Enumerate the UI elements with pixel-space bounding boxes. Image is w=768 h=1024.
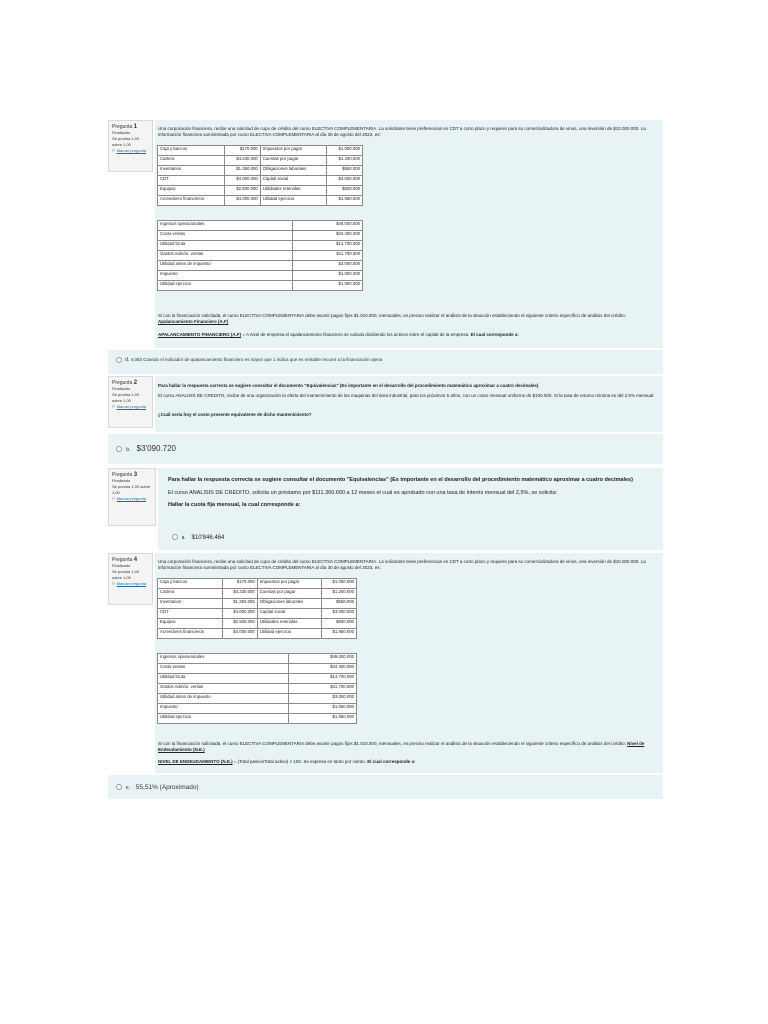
answer-text: $10'846.464: [191, 535, 225, 541]
table-row: [158, 196, 363, 206]
table-cell: Acreedores financieros: [158, 196, 225, 206]
answer-letter: e.: [125, 785, 130, 791]
table-cell: Cartera: [158, 156, 225, 166]
definition-label: NIVEL DE ENDEUDAMIENTO (N.E.): [158, 759, 233, 764]
table-cell: $11.700.000: [288, 684, 356, 694]
table-cell: Acreedores financieros: [158, 629, 223, 639]
question-3-content: [158, 468, 663, 550]
table-row: [158, 281, 363, 291]
question-label: Pregunta: [112, 124, 133, 130]
question-2-answer: [108, 434, 663, 464]
answer-text: 55,51% (Aproximado): [135, 784, 199, 791]
table-cell: $3.000.000: [321, 609, 356, 619]
table-cell: $1.950.000: [292, 281, 362, 291]
table-cell: $14.700.000: [288, 674, 356, 684]
question-1-definition: [158, 332, 658, 338]
table-cell: $1.050.000: [288, 704, 356, 714]
question-3-ask: Hallar la cuota fija mensual, la cual corresponde a:: [168, 502, 301, 508]
table-cell: $170.000: [222, 579, 257, 589]
table-row: [158, 694, 357, 704]
question-4-content: [155, 553, 663, 773]
question-number: 4: [133, 557, 138, 563]
question-ask: El cual corresponde a:: [470, 332, 519, 337]
table-cell: CDT: [158, 176, 225, 186]
table-cell: $11.700.000: [292, 251, 362, 261]
table-cell: $3.000.000: [326, 176, 362, 186]
table-cell: $2.500.000: [224, 186, 260, 196]
table-cell: $1.950.000: [321, 629, 356, 639]
table-cell: Gastos Admón. ventas: [158, 251, 293, 261]
question-4-answer: [108, 775, 663, 799]
question-label: Pregunta: [112, 380, 133, 386]
definition-text: = (Total pasivo/Total activo) × 100. Se expresa en tanto por ciento.: [233, 759, 366, 764]
table-cell: Impuestos por pagar: [260, 146, 326, 156]
table-cell: Utilidad ejercicio: [158, 281, 293, 291]
question-1-answer: [108, 350, 663, 374]
table-cell: $4.000.000: [224, 176, 260, 186]
table-cell: $170.000: [224, 146, 260, 156]
table-cell: $1.200.000: [326, 156, 362, 166]
table-cell: $1.350.000: [222, 599, 257, 609]
income-table-q1: [157, 220, 363, 291]
table-cell: $1.950.000: [288, 714, 356, 724]
flag-icon: ⚐: [112, 581, 116, 586]
table-cell: Utilidad bruta: [158, 674, 289, 684]
table-cell: $1.050.000: [292, 271, 362, 281]
table-row: [158, 261, 363, 271]
answer-radio[interactable]: [172, 534, 178, 540]
table-row: [158, 156, 363, 166]
table-cell: Inventarios: [158, 166, 225, 176]
flag-question-button[interactable]: [112, 581, 149, 587]
question-label: Pregunta: [112, 472, 133, 478]
balance-table-q4: [157, 578, 357, 639]
answer-text: $3'090.720: [136, 444, 176, 453]
table-cell: Obligaciones laborales: [260, 166, 326, 176]
flag-icon: ⚐: [112, 148, 116, 153]
table-row: [158, 271, 363, 281]
question-2-body: El curso ANALISIS DE CREDITO, recibe de una organización la oferta del mantenimiento de las maquinas del área industrial, para los próximos 5 años, con un costo mensual uniforme de $100.000. Si la tasa de retorno mínima es del 2,5% mensual.: [158, 393, 655, 398]
table-cell: Obligaciones laborales: [257, 599, 321, 609]
question-3-heading: Para hallar la respuesta correcta se sugiere consultar el documento "Equivalencias" (Es importante en el desarrollo del procedimiento matemático aproximar a cuatro decimales): [168, 477, 633, 483]
flag-question-button[interactable]: [112, 496, 152, 502]
table-row: [158, 241, 363, 251]
table-cell: Gastos Admón. ventas: [158, 684, 289, 694]
table-cell: Utilidad ejercicio: [257, 629, 321, 639]
table-row: [158, 231, 363, 241]
table-row: [158, 654, 357, 664]
table-cell: Utilidad bruta: [158, 241, 293, 251]
table-cell: Utilidad antes de impuesto: [158, 694, 289, 704]
balance-table-q1: [157, 145, 363, 206]
table-cell: Cuentas por pagar: [260, 156, 326, 166]
table-cell: Impuesto: [158, 704, 289, 714]
table-row: [158, 166, 363, 176]
table-cell: Costo ventas: [158, 231, 293, 241]
table-cell: Cuentas por pagar: [257, 589, 321, 599]
table-cell: $1.350.000: [224, 166, 260, 176]
answer-letter: b.: [126, 447, 131, 453]
balance-rows-q1: [158, 146, 363, 206]
balance-rows-q4: [158, 579, 357, 639]
table-cell: $34.300.000: [288, 664, 356, 674]
table-cell: $1.050.000: [321, 579, 356, 589]
table-cell: $4.230.000: [222, 589, 257, 599]
question-1-after: Si con la financiación solicitada, el curso ELECTIVA COMPLEMENTARIA debe asumir pagos fijos $1.010.000, mensuales, es preciso realizar el análisis de la situación estableciendo el siguiente criterio específico de análisis del crédito: Apalancamiento Financiero (A.F): [158, 313, 626, 324]
table-row: [158, 221, 363, 231]
table-cell: $550.000: [321, 599, 356, 609]
answer-letter: d.: [125, 357, 130, 364]
table-cell: $34.300.000: [292, 231, 362, 241]
table-cell: Inventarios: [158, 599, 223, 609]
income-table-q4: [157, 653, 357, 724]
table-cell: $4.000.000: [222, 609, 257, 619]
table-cell: Utilidad antes de impuesto: [158, 261, 293, 271]
table-cell: $1.050.000: [326, 146, 362, 156]
table-row: [158, 674, 357, 684]
criterion: Apalancamiento Financiero (A.F): [158, 319, 229, 324]
table-cell: Utilidades retenidas: [257, 619, 321, 629]
answer-radio[interactable]: [116, 784, 122, 790]
answer-radio[interactable]: [116, 357, 122, 363]
question-2-heading: Para hallar la respuesta correcta se sugiere consultar el documento "Equivalencias" (Es importante en el desarrollo del procedimiento matemático aproximar a cuatro decimales): [158, 383, 539, 388]
table-cell: $500.000: [326, 186, 362, 196]
question-score: Se puntúa 1,00 sobre 1,00: [112, 392, 140, 403]
table-row: [158, 609, 357, 619]
table-cell: $4.230.000: [224, 156, 260, 166]
table-cell: Utilidad ejercicio: [158, 714, 289, 724]
question-ask: El cual corresponde a:: [367, 759, 416, 764]
question-state: Finalizado: [112, 478, 131, 483]
table-row: [158, 251, 363, 261]
question-score: Se puntúa 1,00 sobre 1,00: [112, 136, 140, 147]
table-cell: $4.000.000: [224, 196, 260, 206]
table-cell: Capital social: [260, 176, 326, 186]
criterion: Nivel de Endeudamiento (N.E.): [158, 741, 645, 752]
answer-letter: a.: [181, 535, 186, 541]
table-cell: Ingresos operacionales: [158, 221, 293, 231]
definition-label: APALANCAMIENTO FINANCIERO (A.F): [158, 332, 242, 337]
table-row: [158, 176, 363, 186]
table-row: [158, 664, 357, 674]
question-number: 2: [133, 380, 138, 386]
flag-icon: ⚐: [112, 404, 116, 409]
flag-icon: ⚐: [112, 496, 116, 501]
table-cell: $14.700.000: [292, 241, 362, 251]
answer-text: 4,083 Cuando el indicador de apalancamiento financiero es mayor que 1 indica que es rentable recurrir a la financiación ajena: [130, 357, 383, 363]
table-row: [158, 146, 363, 156]
table-cell: $1.200.000: [321, 589, 356, 599]
table-cell: Equipos: [158, 619, 223, 629]
flag-question-button[interactable]: [112, 148, 149, 154]
table-cell: $500.000: [321, 619, 356, 629]
question-1-intro: Una corporación financiera, recibe una solicitud de cupo de crédito del curso ELECTIVA COMPLEMENTARIA. La solicitante tiene preferencias en CDT a corto plazo y requiere para su comercializadora de vinos, una inversión de $10.000.000. La información financiera suministrada por curso ELECTIVA COMPLEMENTARIA al día 30 de agosto del 2023, es:: [158, 126, 646, 137]
table-cell: Equipos: [158, 186, 225, 196]
table-row: [158, 629, 357, 639]
question-score: Se puntúa 1,00 sobre 1,00: [112, 569, 140, 580]
table-cell: Caja y bancos: [158, 146, 225, 156]
table-row: [158, 186, 363, 196]
flag-question-button[interactable]: [112, 404, 149, 410]
question-state: Finalizado: [112, 386, 131, 391]
question-2-content: [155, 376, 663, 432]
table-cell: $4.000.000: [222, 629, 257, 639]
table-cell: Utilidades retenidas: [260, 186, 326, 196]
question-score: Se puntúa 1,00 sobre 1,00: [112, 484, 151, 495]
table-row: [158, 684, 357, 694]
question-3-info: [108, 468, 156, 526]
table-cell: $49.000.000: [292, 221, 362, 231]
flag-question-label: Marcar pregunta: [116, 496, 147, 501]
table-cell: Costo ventas: [158, 664, 289, 674]
table-row: [158, 579, 357, 589]
question-number: 1: [133, 124, 138, 130]
table-cell: Impuesto: [158, 271, 293, 281]
table-cell: Cartera: [158, 589, 223, 599]
question-4-info: [108, 553, 153, 605]
question-1-info: [108, 120, 153, 172]
table-row: [158, 619, 357, 629]
table-row: [158, 589, 357, 599]
table-cell: $2.500.000: [222, 619, 257, 629]
flag-question-label: Marcar pregunta: [116, 581, 147, 586]
table-cell: Impuestos por pagar: [257, 579, 321, 589]
table-cell: $1.950.000: [326, 196, 362, 206]
table-cell: Caja y bancos: [158, 579, 223, 589]
question-3-body: El curso ANALISIS DE CREDITO, solicita un préstamo por $111.360.600 a 12 meses el cual es aprobado con una tasa de interés mensual del 2,5%, se solicita:: [168, 490, 558, 496]
answer-radio[interactable]: [116, 446, 122, 452]
table-cell: Utilidad ejercicio: [260, 196, 326, 206]
table-cell: Capital social: [257, 609, 321, 619]
question-1-content: [155, 120, 663, 348]
table-row: [158, 704, 357, 714]
definition-text: = A nivel de empresa el apalancamiento financiero se calcula dividiendo los activos entre el capital de la empresa.: [242, 332, 470, 337]
table-cell: $49.000.000: [288, 654, 356, 664]
question-2-info: [108, 376, 153, 428]
flag-question-label: Marcar pregunta: [116, 404, 147, 409]
question-label: Pregunta: [112, 557, 133, 563]
question-4-intro: Una corporación financiera, recibe una solicitud de cupo de crédito del curso ELECTIVA COMPLEMENTARIA. La solicitante tiene preferencias en CDT a corto plazo y requiere para su comercializadora de vinos, una inversión de $10.000.000. La información financiera suministrada por curso ELECTIVA COMPLEMENTARIA al día 30 de agosto del 2023, es:: [158, 559, 646, 570]
income-rows-q1: [158, 221, 363, 291]
table-row: [158, 599, 357, 609]
table-row: [158, 714, 357, 724]
question-4-definition: [158, 759, 658, 765]
income-rows-q4: [158, 654, 357, 724]
question-state: Finalizado: [112, 130, 131, 135]
question-2-ask: ¿Cuál sería hoy el costo presente equivalente de dicho mantenimiento?: [158, 412, 312, 417]
table-cell: $3.000.000: [288, 694, 356, 704]
question-number: 3: [133, 472, 138, 478]
table-cell: $3.000.000: [292, 261, 362, 271]
table-cell: Ingresos operacionales: [158, 654, 289, 664]
table-cell: CDT: [158, 609, 223, 619]
question-state: Finalizado: [112, 563, 131, 568]
table-cell: $550.000: [326, 166, 362, 176]
flag-question-label: Marcar pregunta: [116, 148, 147, 153]
question-4-after: Si con la financiación solicitada, el curso ELECTIVA COMPLEMENTARIA debe asumir pagos fijos $1.010.000, mensuales, es preciso realizar el análisis de la situación estableciendo el siguiente criterio específico de análisis del crédito: Nivel de Endeudamiento (N.E.): [158, 741, 645, 752]
